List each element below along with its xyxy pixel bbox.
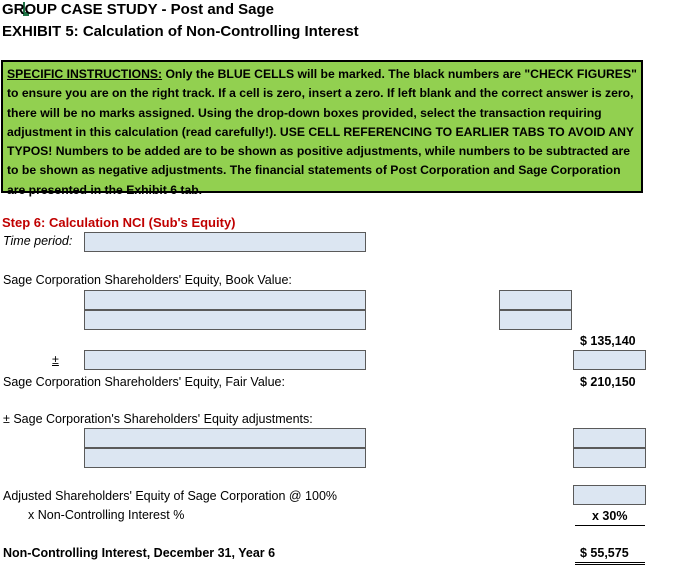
fair-value-label: Sage Corporation Shareholders' Equity, Fair Value: — [3, 375, 285, 389]
adjustment-2-amount-input[interactable] — [573, 448, 646, 468]
nci-percent-label: x Non-Controlling Interest % — [28, 508, 185, 522]
book-value-amount-2-input[interactable] — [499, 310, 572, 330]
fv-adjustment-select[interactable] — [84, 350, 366, 370]
nci-total-value: $ 55,575 — [580, 546, 629, 560]
nci-total-double-underline — [575, 562, 645, 565]
adjustment-1-amount-input[interactable] — [573, 428, 646, 448]
book-value-amount-1-input[interactable] — [499, 290, 572, 310]
exhibit-title: EXHIBIT 5: Calculation of Non-Controlling Interest — [2, 23, 359, 40]
nci-percent-value: x 30% — [592, 509, 628, 523]
book-value-total: $ 135,140 — [580, 334, 636, 348]
fair-value-total: $ 210,150 — [580, 375, 636, 389]
fv-adjustment-amount-input[interactable] — [573, 350, 646, 370]
book-value-item-1-input[interactable] — [84, 290, 366, 310]
adjusted-equity-label: Adjusted Shareholders' Equity of Sage Corporation @ 100% — [3, 489, 338, 503]
book-value-item-2-input[interactable] — [84, 310, 366, 330]
time-period-label: Time period: — [3, 234, 73, 248]
adjustment-1-select[interactable] — [84, 428, 366, 448]
step-title: Step 6: Calculation NCI (Sub's Equity) — [2, 215, 236, 230]
book-value-label: Sage Corporation Shareholders' Equity, Book Value: — [3, 273, 292, 287]
time-period-input[interactable] — [84, 232, 366, 252]
nci-percent-underline — [575, 525, 645, 526]
nci-total-label: Non-Controlling Interest, December 31, Year 6 — [3, 546, 276, 560]
adjustment-2-select[interactable] — [84, 448, 366, 468]
plus-minus-label: ± — [52, 353, 59, 367]
case-study-title: GROUP CASE STUDY - Post and Sage — [2, 1, 274, 18]
instructions-text: Only the BLUE CELLS will be marked. The black numbers are "CHECK FIGURES" to ensure you are on the right track. If a cell is zero, insert a zero. If left blank and the correct answer is zero, there will be no marks assigned. Using the drop-down boxes provided, select the transaction requiring adjustment in this calculation (read carefully!). USE CELL REFERENCING TO EARLIER TABS TO AVOID ANY TYPOS! Numbers to be added are to be shown as positive adjustments, while numbers to be subtracted are to be shown as negative adjustments. The financial statements of Post Corporation and Sage Corporation are presented in the Exhibit 6 tab. — [7, 67, 637, 197]
instructions-lead: SPECIFIC INSTRUCTIONS: — [7, 67, 163, 81]
adjustments-label: ± Sage Corporation's Shareholders' Equity adjustments: — [3, 412, 313, 426]
adjusted-equity-input[interactable] — [573, 485, 646, 505]
instructions-box — [1, 60, 643, 197]
